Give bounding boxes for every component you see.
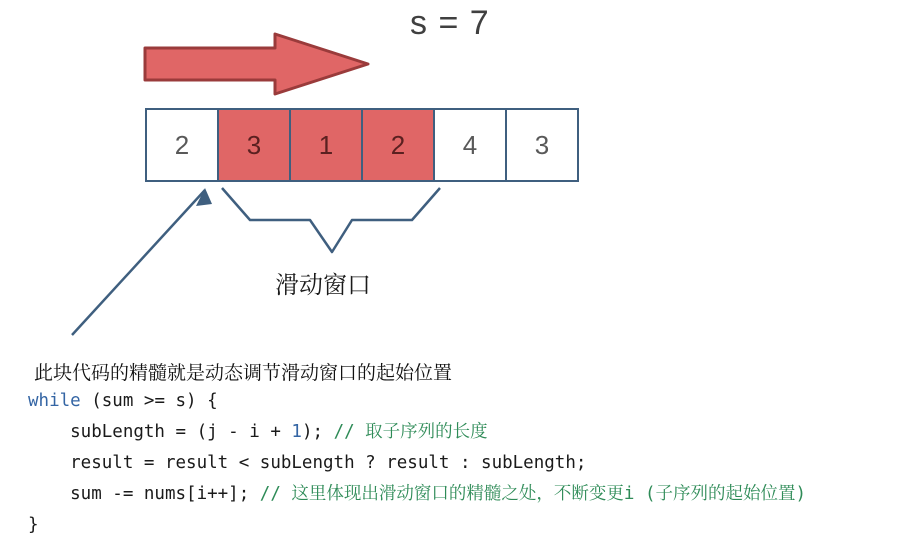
code-note: 此块代码的精髓就是动态调节滑动窗口的起始位置 — [34, 363, 453, 384]
code-token: // 这里体现出滑动窗口的精髓之处，不断变更i (子序列的起始位置) — [259, 484, 807, 504]
sum-target-label: s = 7 — [410, 4, 490, 42]
sliding-window-caption: 滑动窗口 — [275, 272, 371, 299]
code-token: while — [28, 391, 81, 411]
array-row — [145, 108, 579, 182]
code-line — [28, 386, 806, 417]
code-token: 1 — [291, 422, 302, 442]
array-cell: 3 — [505, 108, 579, 182]
code-token: sum -= nums[i++]; — [28, 484, 260, 504]
code-token: subLength = (j - i + — [28, 422, 292, 442]
code-line — [28, 479, 806, 510]
array-cell: 4 — [433, 108, 507, 182]
code-token: } — [28, 515, 39, 535]
code-line — [28, 448, 806, 479]
array-cell: 2 — [361, 108, 435, 182]
array-cell: 2 — [145, 108, 219, 182]
annotation-lines — [0, 180, 914, 360]
array-cell: 1 — [289, 108, 363, 182]
array-cell: 3 — [217, 108, 291, 182]
code-token: result = result < subLength ? result : subLength; — [28, 453, 587, 473]
code-block — [28, 386, 806, 540]
code-line — [28, 510, 806, 540]
code-token: // 取子序列的长度 — [333, 422, 488, 442]
right-arrow-icon — [140, 30, 380, 100]
code-token: ); — [301, 422, 334, 442]
code-token: (sum >= s) { — [80, 391, 218, 411]
code-line — [28, 417, 806, 448]
